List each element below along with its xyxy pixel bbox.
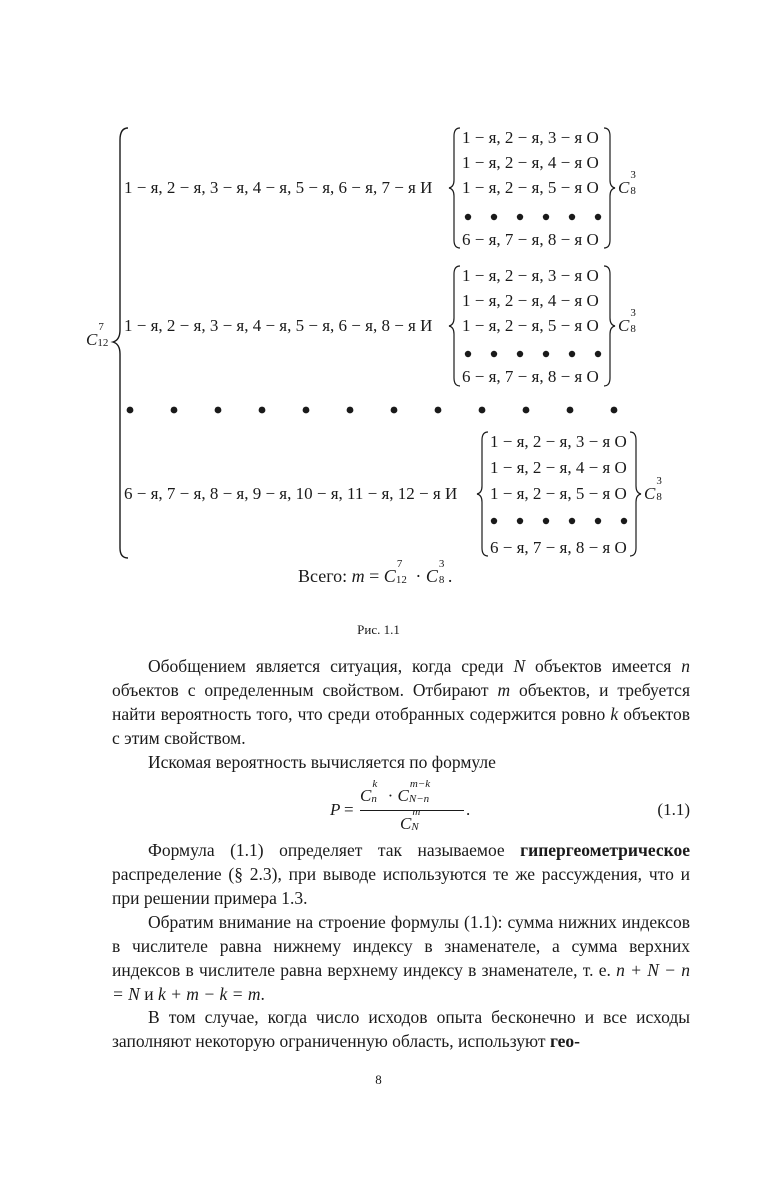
paragraph-4: Обратим внимание на строение формулы (1.1): сумма нижних индексов в числителе равна нижнему индексу в знаменателе, а сумма верхних индексов в числителе равна верхнему индексу в знаменателе, т. е. n + N − n = N и k + m − k = m. bbox=[112, 912, 690, 1004]
g2-right-label: C 3 8 bbox=[618, 307, 636, 335]
g3-inner-2: 1 − я, 2 − я, 4 − я О bbox=[490, 458, 627, 477]
outer-sub: 12 bbox=[97, 337, 109, 349]
g3-main: 6 − я, 7 − я, 8 − я, 9 − я, 10 − я, 11 − я, 12 − я И bbox=[124, 484, 458, 503]
g3-inner-3: 1 − я, 2 − я, 5 − я О bbox=[490, 484, 627, 503]
outer-sup: 7 bbox=[98, 321, 104, 333]
figure-caption: Рис. 1.1 bbox=[357, 622, 400, 637]
formula-number: (1.1) bbox=[657, 800, 690, 819]
g1-left-brace bbox=[449, 128, 460, 248]
g3-inner-4: 6 − я, 7 − я, 8 − я О bbox=[490, 538, 627, 557]
g3-right-brace bbox=[630, 432, 641, 556]
g1-right-label: C 3 8 bbox=[618, 169, 636, 197]
middle-dots bbox=[127, 407, 618, 414]
page-number: 8 bbox=[375, 1072, 382, 1087]
total-prefix: Всего: bbox=[298, 566, 348, 586]
g2-inner-4: 6 − я, 7 − я, 8 − я О bbox=[462, 367, 599, 386]
formula-denominator: C m N bbox=[400, 806, 421, 833]
g1-inner-2: 1 − я, 2 − я, 4 − я О bbox=[462, 153, 599, 172]
g2-inner-2: 1 − я, 2 − я, 4 − я О bbox=[462, 291, 599, 310]
formula-numerator: C k n · C m−k N−n bbox=[360, 778, 431, 805]
g2-left-brace bbox=[449, 266, 460, 386]
g3-dots bbox=[491, 518, 627, 524]
paragraph-5: В том случае, когда число исходов опыта бесконечно и все исходы заполняют некоторую ограниченную область, используют гео- bbox=[112, 1007, 690, 1051]
g2-inner-1: 1 − я, 2 − я, 3 − я О bbox=[462, 266, 599, 285]
g2-main: 1 − я, 2 − я, 3 − я, 4 − я, 5 − я, 6 − я, 8 − я И bbox=[124, 316, 433, 335]
g2-inner-3: 1 − я, 2 − я, 5 − я О bbox=[462, 316, 599, 335]
g1-main: 1 − я, 2 − я, 3 − я, 4 − я, 5 − я, 6 − я, 7 − я И bbox=[124, 178, 433, 197]
g2-right-brace bbox=[604, 266, 615, 386]
total-line: Всего: m = C 7 12 · C 3 8 . bbox=[298, 558, 453, 586]
g1-right-brace bbox=[604, 128, 615, 248]
paragraph-3: Формула (1.1) определяет так называемое гипергеометрическое распределение (§ 2.3), при выводе используются те же рассуждения, что и при решении примера 1.3. bbox=[112, 840, 690, 908]
paragraph-2: Искомая вероятность вычисляется по формуле bbox=[148, 752, 496, 772]
outer-label bbox=[86, 321, 111, 350]
outer-c: C bbox=[86, 330, 98, 349]
g3-inner-1: 1 − я, 2 − я, 3 − я О bbox=[490, 432, 627, 451]
formula-1-1: P = C k n · C m−k N−n . C m N (1.1) bbox=[330, 778, 690, 833]
g2-dots bbox=[465, 351, 601, 357]
g1-inner-1: 1 − я, 2 − я, 3 − я О bbox=[462, 128, 599, 147]
g1-inner-4: 6 − я, 7 − я, 8 − я О bbox=[462, 230, 599, 249]
g3-left-brace bbox=[477, 432, 488, 556]
g1-dots bbox=[465, 214, 601, 220]
g1-inner-3: 1 − я, 2 − я, 5 − я О bbox=[462, 178, 599, 197]
g3-right-label: C 3 8 bbox=[644, 475, 662, 503]
paragraph-1: Обобщением является ситуация, когда среди N объектов имеется n объектов с определенным свойством. Отбирают m объектов, и требуется найти вероятность того, что среди отобранных содержится ровно k объектов с этим свойством. bbox=[112, 656, 690, 748]
